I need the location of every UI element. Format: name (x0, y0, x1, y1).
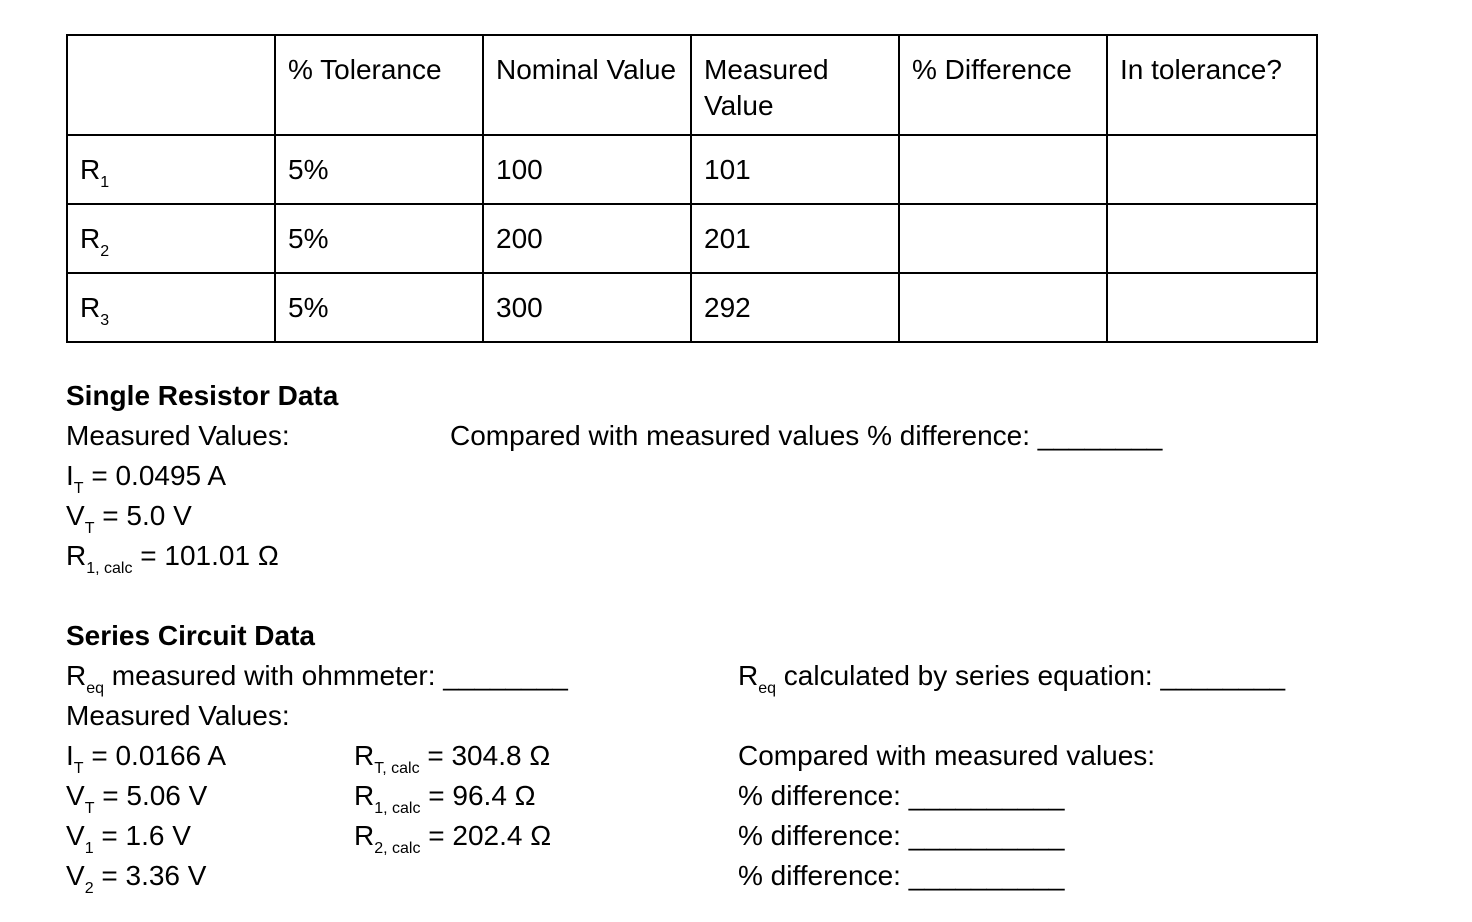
header-nominal-value: Nominal Value (483, 35, 691, 135)
difference-cell[interactable] (899, 135, 1107, 204)
table-row-r1 (67, 135, 1317, 204)
single-resistor-title: Single Resistor Data (66, 380, 339, 411)
header-percent-difference: % Difference (899, 35, 1107, 135)
in-tolerance-cell[interactable] (1107, 204, 1317, 273)
tolerance-table (66, 34, 1318, 343)
resistor-name: $R_2$ (67, 204, 275, 273)
series-voltage-1: $V_1 = 1.6$ V (66, 820, 191, 857)
header-tolerance: % Tolerance (275, 35, 483, 135)
single-measured-label: Measured Values: (66, 420, 290, 451)
table-header-row (67, 35, 1317, 135)
series-voltage-2: $V_2 = 3.36$ V (66, 860, 207, 897)
tolerance-cell: 5% (275, 273, 483, 342)
header-cell-empty (67, 35, 275, 135)
single-voltage-total: $V_T = 5.0$ V (66, 500, 192, 537)
series-diff-2: % difference: __________ (738, 820, 1065, 851)
difference-cell[interactable] (899, 273, 1107, 342)
measured-cell: 201 (691, 204, 899, 273)
resistor-name: $R_1$ (67, 135, 275, 204)
in-tolerance-cell[interactable] (1107, 135, 1317, 204)
series-diff-1: % difference: __________ (738, 780, 1065, 811)
series-measured-label: Measured Values: (66, 700, 290, 731)
difference-cell[interactable] (899, 204, 1107, 273)
series-r2-calc: $R_{2, calc} = 202.4$ Ω (354, 820, 552, 857)
single-current-total: $I_T = 0.0495$ A (66, 460, 227, 497)
header-in-tolerance: In tolerance? (1107, 35, 1317, 135)
header-measured-value: Measured Value (691, 35, 899, 135)
nominal-cell: 200 (483, 204, 691, 273)
series-r1-calc: $R_{1, calc} = 96.4$ Ω (354, 780, 536, 817)
in-tolerance-cell[interactable] (1107, 273, 1317, 342)
series-circuit-title: Series Circuit Data (66, 620, 315, 651)
series-req-ohmmeter: $R_{eq}$ measured with ohmmeter: ________ (66, 660, 568, 697)
tolerance-cell: 5% (275, 204, 483, 273)
measured-cell: 101 (691, 135, 899, 204)
nominal-cell: 100 (483, 135, 691, 204)
nominal-cell: 300 (483, 273, 691, 342)
table-row-r3 (67, 273, 1317, 342)
measured-cell: 292 (691, 273, 899, 342)
series-voltage-total: $V_T = 5.06$ V (66, 780, 208, 817)
single-r1-calc: $R_{1, calc} = 101.01$ Ω (66, 540, 279, 577)
series-diff-3: % difference: __________ (738, 860, 1065, 891)
series-compare-title: Compared with measured values: (738, 740, 1156, 771)
table-row-r2 (67, 204, 1317, 273)
series-req-calculated: $R_{eq}$ calculated by series equation: ________ (738, 660, 1286, 697)
series-rt-calc: $R_{T, calc} = 304.8$ Ω (354, 740, 551, 777)
tolerance-cell: 5% (275, 135, 483, 204)
resistor-name: $R_3$ (67, 273, 275, 342)
series-current-total: $I_T = 0.0166$ A (66, 740, 227, 777)
single-compare-line: Compared with measured values % difference: ________ (450, 420, 1163, 451)
